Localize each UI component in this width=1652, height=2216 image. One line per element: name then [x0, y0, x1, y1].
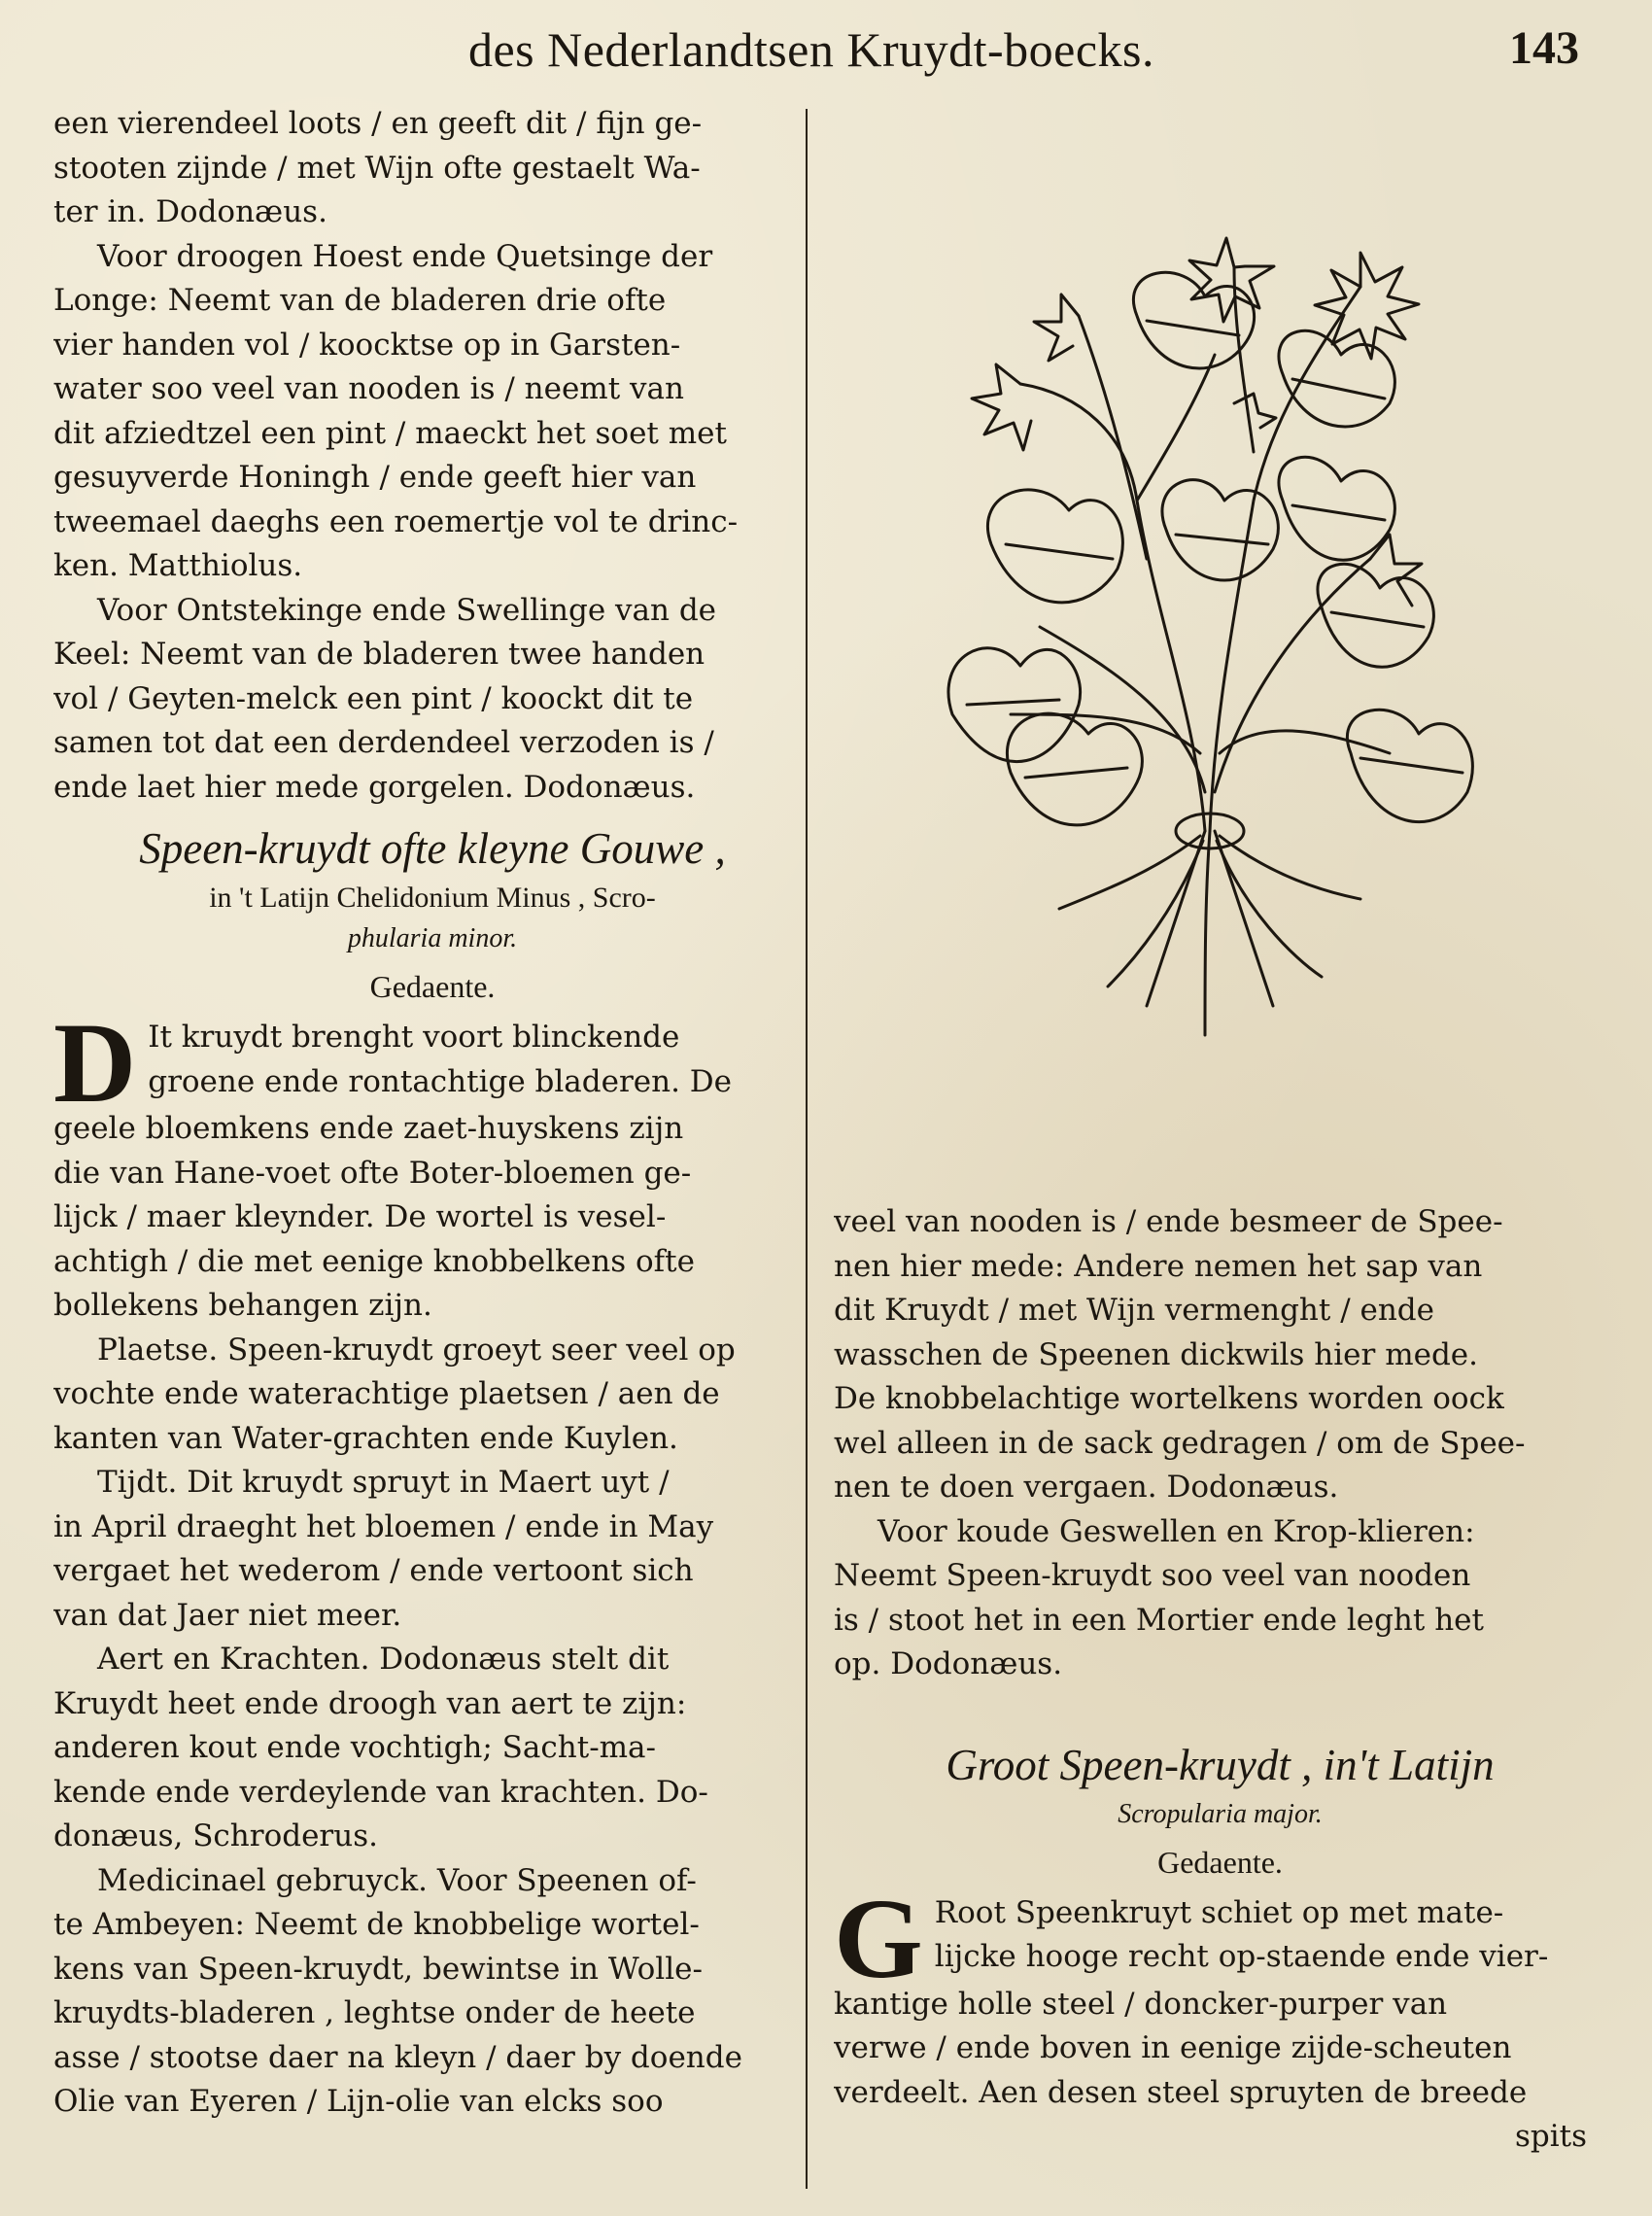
text-line: dit afziedtzel een pint / maeckt het soet met [53, 415, 727, 451]
text-line: gesuyverde Honingh / ende geeft hier van [53, 460, 697, 495]
catchword: spits [1514, 2119, 1587, 2154]
plant-woodcut-icon [913, 209, 1497, 1045]
text-line: veel van nooden is / ende besmeer de Spee- [834, 1204, 1503, 1239]
text-line: Voor Ontstekinge ende Swellinge van de [97, 592, 717, 628]
text-line: ter in. Dodonæus. [53, 194, 327, 229]
right-column [834, 1200, 1606, 2160]
text-line: lijcke hooge recht op-staende ende vier- [934, 1939, 1549, 1974]
text-line: nen hier mede: Andere nemen het sap van [834, 1248, 1483, 1284]
section-title-groot-speen-kruydt: Groot Speen-kruydt , in't Latijn [946, 1740, 1495, 1789]
text-line: te Ambeyen: Neemt de knobbelige wortel- [53, 1907, 700, 1942]
text-line: op. Dodonæus. [834, 1646, 1063, 1681]
text-line: nen te doen vergaen. Dodonæus. [834, 1470, 1339, 1505]
text-line: kanten van Water-grachten ende Kuylen. [53, 1420, 678, 1456]
page-number: 143 [1509, 22, 1579, 74]
text-line: tweemael daeghs een roemertje vol te drinc- [53, 503, 739, 539]
paragraph-gebruyck [53, 1859, 811, 2125]
text-line: van dat Jaer niet meer. [53, 1597, 402, 1633]
text-line: ken. Matthiolus. [53, 548, 303, 583]
text-line: vochte ende waterachtige plaetsen / aen de [53, 1376, 720, 1411]
text-line: asse / stootse daer na kleyn / daer by doende [53, 2039, 742, 2075]
text-line: verdeelt. Aen desen steel spruyten de breede [834, 2074, 1528, 2110]
text-line: bollekens behangen zijn. [53, 1288, 432, 1323]
text-line: een vierendeel loots / en geeft dit / fijn ge- [53, 106, 703, 141]
text-line: water soo veel van nooden is / neemt van [53, 371, 684, 406]
text-line: De knobbelachtige wortelkens worden oock [834, 1381, 1504, 1416]
text-line: vier handen vol / koocktse op in Garsten- [53, 327, 681, 363]
text-line: groene ende rontachtige bladeren. De [148, 1063, 733, 1099]
text-line: dit Kruydt / met Wijn vermenght / ende [834, 1293, 1435, 1328]
text-line: Keel: Neemt van de bladeren twee handen [53, 637, 706, 672]
text-line: kens van Speen-kruydt, bewintse in Wolle- [53, 1951, 703, 1987]
text-line: in April draeght het bloemen / ende in May [53, 1508, 714, 1544]
section-latin-name-cont: phularia minor. [347, 923, 518, 953]
text-line: Neemt Speen-kruydt soo veel van nooden [834, 1558, 1471, 1593]
text-line: Longe: Neemt van de bladeren drie ofte [53, 283, 667, 318]
text-line: Root Speenkruyt schiet op met mate- [934, 1894, 1504, 1930]
section-latin-name: Scropularia major. [1118, 1798, 1323, 1829]
left-column [53, 102, 811, 2125]
text-line: It kruydt brenght voort blinckende [148, 1020, 680, 1055]
text-line: ende laet hier mede gorgelen. Dodonæus. [53, 769, 696, 805]
text-line: verwe / ende boven in eenige zijde-scheuten [834, 2030, 1512, 2065]
paragraph-continuation [834, 1200, 1606, 1510]
text-line: die van Hane-voet ofte Boter-bloemen ge- [53, 1155, 692, 1191]
subheading-gedaente: Gedaente. [1157, 1844, 1283, 1880]
intro-paragraph [53, 102, 811, 235]
section-latin-name: in 't Latijn Chelidonium Minus , Scro- [209, 882, 656, 914]
text-line: Olie van Eyeren / Lijn-olie van elcks soo [53, 2084, 664, 2119]
text-line: kantige holle steel / doncker-purper van [834, 1986, 1448, 2022]
paragraph-aert [53, 1638, 811, 1859]
paragraph-keel [53, 589, 811, 811]
text-line: Voor droogen Hoest ende Quetsinge der [97, 238, 713, 274]
text-line: donæus, Schroderus. [53, 1818, 378, 1853]
drop-cap: D [53, 999, 137, 1126]
text-line: wasschen de Speenen dickwils hier mede. [834, 1336, 1478, 1372]
text-line: samen tot dat een derdendeel verzoden is / [53, 725, 714, 760]
text-line: Voor koude Geswellen en Krop-klieren: [878, 1513, 1475, 1549]
subheading-gedaente: Gedaente. [369, 969, 496, 1004]
paragraph-krop [834, 1510, 1606, 1687]
text-line: lijck / maer kleynder. De wortel is vesel- [53, 1199, 667, 1234]
text-line: geele bloemkens ende zaet-huyskens zijn [53, 1111, 684, 1146]
paragraph-tijdt [53, 1461, 811, 1638]
text-line: vergaet het wederom / ende vertoont sich [53, 1553, 694, 1588]
text-line: vol / Geyten-melck een pint / koockt dit te [53, 680, 694, 716]
woodcut-illustration [913, 209, 1497, 1045]
drop-cap: G [834, 1874, 923, 2002]
text-line: kruydts-bladeren , leghtse onder de heete [53, 1995, 696, 2030]
text-line: is / stoot het in een Mortier ende leght het [834, 1602, 1484, 1638]
text-line: stooten zijnde / met Wijn ofte gestaelt Wa- [53, 150, 701, 186]
text-line: Medicinael gebruyck. Voor Speenen of- [97, 1862, 697, 1898]
text-line: Tijdt. Dit kruydt spruyt in Maert uyt / [97, 1465, 670, 1500]
paragraph-gedaente [53, 999, 811, 1329]
text-line: anderen kout ende vochtigh; Sacht-ma- [53, 1730, 657, 1765]
text-line: Kruydt heet ende droogh van aert te zijn: [53, 1685, 687, 1721]
text-line: Aert en Krachten. Dodonæus stelt dit [97, 1642, 670, 1677]
section-title-speen-kruydt: Speen-kruydt ofte kleyne Gouwe , [139, 824, 726, 873]
running-head: des Nederlandtsen Kruydt-boecks. [467, 22, 1155, 77]
text-line: Plaetse. Speen-kruydt groeyt seer veel op [97, 1332, 736, 1368]
text-line: wel alleen in de sack gedragen / om de Spee- [834, 1425, 1526, 1461]
paragraph-gedaente [834, 1874, 1606, 2116]
paragraph-hoest [53, 235, 811, 589]
paragraph-plaetse [53, 1329, 811, 1462]
text-line: achtigh / die met eenige knobbelkens ofte [53, 1243, 695, 1279]
text-line: kende ende verdeylende van krachten. Do- [53, 1774, 708, 1810]
